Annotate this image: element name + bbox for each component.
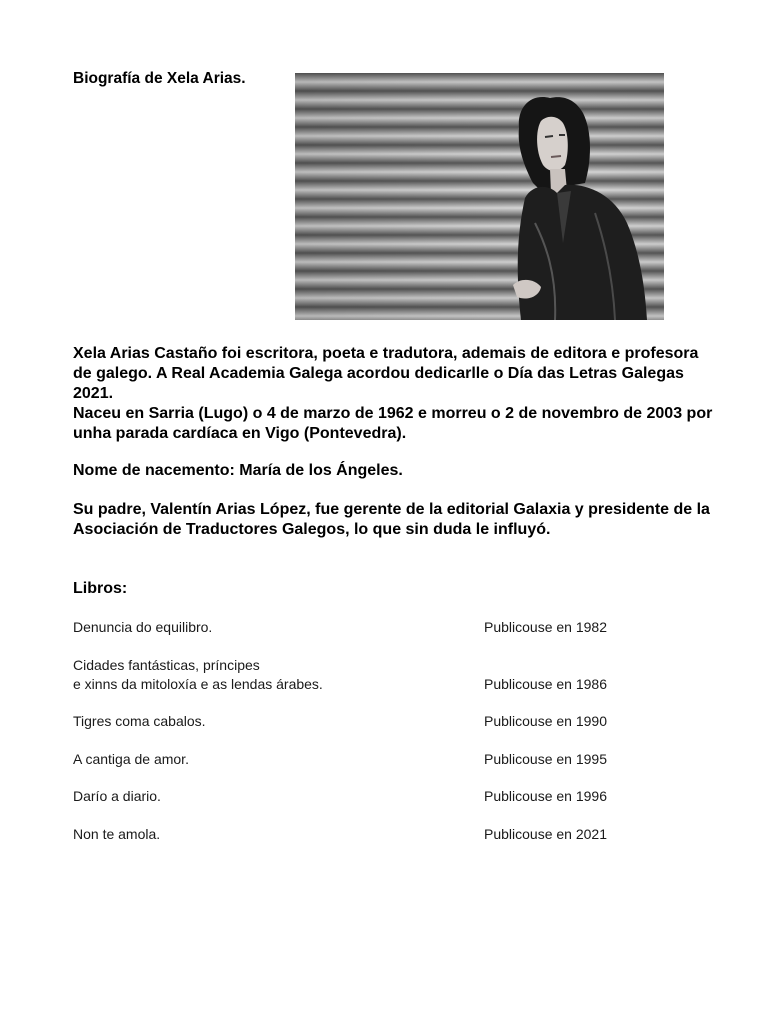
list-item xyxy=(73,825,673,844)
book-year: Publicouse en 1982 xyxy=(484,619,607,635)
book-year: Publicouse en 1986 xyxy=(484,676,607,692)
book-year: Publicouse en 1996 xyxy=(484,788,607,804)
book-title: Denuncia do equilibro. xyxy=(73,619,213,635)
book-title: Tigres coma cabalos. xyxy=(73,713,206,729)
book-year: Publicouse en 1990 xyxy=(484,713,607,729)
intro-paragraph: Xela Arias Castaño foi escritora, poeta e tradutora, ademais de editora e profesora de galego. A Real Academia Galega acordou dedicarlle o Día das Letras Galegas 2021. Naceu en Sarria (Lugo) o 4 de marzo de 1962 e morreu o 2 de novembro de 2003 por unha parada cardíaca en Vigo (Pontevedra). xyxy=(73,345,713,442)
book-year: Publicouse en 2021 xyxy=(484,826,607,842)
birth-name-paragraph: Nome de nacemento: María de los Ángeles. xyxy=(73,462,403,479)
book-title: Non te amola. xyxy=(73,826,161,842)
book-title: Cidades fantásticas, príncipes e xinns da mitoloxía e as lendas árabes. xyxy=(73,657,323,692)
portrait-photo-icon xyxy=(295,73,664,320)
list-item xyxy=(73,750,673,769)
books-heading: Libros: xyxy=(73,580,128,597)
portrait-photo xyxy=(295,73,664,320)
list-item xyxy=(73,618,673,637)
page-title: Biografía de Xela Arias. xyxy=(73,70,246,87)
father-paragraph: Su padre, Valentín Arias López, fue gerente de la editorial Galaxia y presidente de la Asociación de Traductores Galegos, lo que sin duda le influyó. xyxy=(73,501,710,538)
book-year: Publicouse en 1995 xyxy=(484,751,607,767)
list-item xyxy=(73,712,673,731)
list-item xyxy=(73,656,673,694)
book-title: A cantiga de amor. xyxy=(73,751,189,767)
list-item xyxy=(73,787,673,806)
book-title: Darío a diario. xyxy=(73,788,161,804)
